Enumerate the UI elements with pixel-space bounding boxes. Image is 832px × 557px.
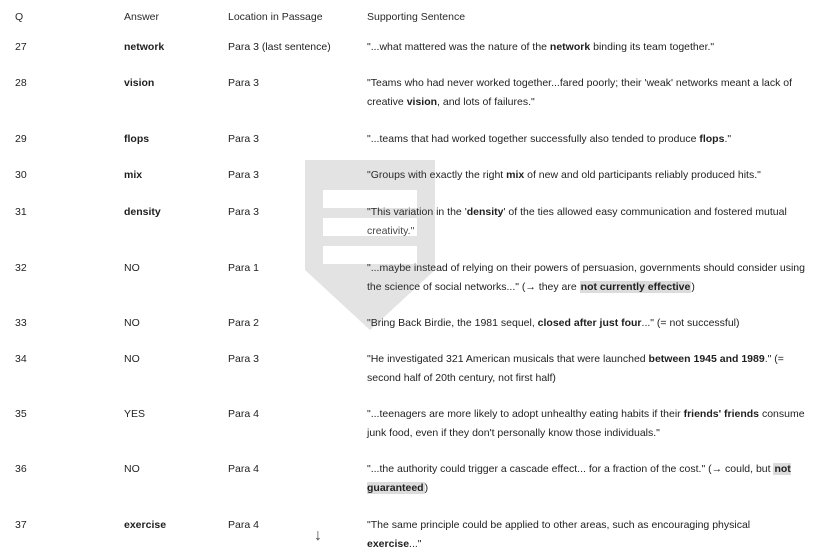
row-answer: NO (124, 353, 140, 365)
row-sentence (367, 74, 807, 112)
row-answer: exercise (124, 519, 167, 531)
row-sentence (367, 405, 807, 443)
sentence-after: ' of the ties allowed easy communication and fostered mutual creativity." (367, 206, 787, 237)
row-q: 36 (15, 463, 27, 475)
row-location: Para 3 (228, 133, 259, 145)
row-answer: NO (124, 262, 140, 274)
sentence-before: "...teams that had worked together successfully also tended to produce (367, 133, 700, 145)
row-location: Para 4 (228, 519, 259, 531)
sentence-after: of new and old participants reliably produced hits." (524, 169, 761, 181)
down-arrow-icon[interactable]: ↓ (314, 527, 322, 544)
row-answer: NO (124, 463, 140, 475)
sentence-key: network (549, 41, 591, 53)
row-sentence (367, 460, 807, 498)
row-answer: vision (124, 77, 155, 89)
row-location: Para 2 (228, 317, 259, 329)
row-sentence (367, 130, 807, 149)
row-answer: mix (124, 169, 143, 181)
sentence-before: "...what mattered was the nature of the (367, 41, 550, 53)
header-supporting: Supporting Sentence (367, 11, 466, 23)
row-answer: YES (124, 408, 146, 420)
sentence-after: , and lots of failures." (437, 96, 535, 108)
row-location: Para 4 (228, 463, 259, 475)
row-sentence (367, 314, 807, 333)
row-sentence (367, 166, 807, 185)
sentence-after: ." (724, 133, 732, 145)
sentence-key: vision (406, 96, 438, 108)
row-q: 32 (15, 262, 27, 274)
sentence-key: density (466, 206, 504, 218)
sentence-key: flops (699, 133, 725, 145)
sentence-before: "Groups with exactly the right (367, 169, 507, 181)
sentence-before: "The same principle could be applied to other areas, such as encouraging physical (367, 519, 751, 531)
row-q: 28 (15, 77, 27, 89)
sentence-after: consume junk food, even if they don't personally know those individuals." (367, 408, 805, 439)
row-sentence (367, 350, 807, 388)
sentence-after: binding its team together." (590, 41, 715, 53)
sentence-key: closed after just four (537, 317, 642, 329)
row-q: 30 (15, 169, 27, 181)
header-q: Q (15, 11, 24, 23)
sentence-before: "...teenagers are more likely to adopt unhealthy eating habits if their (367, 408, 684, 420)
header-location: Location in Passage (228, 11, 323, 23)
row-location: Para 3 (last sentence) (228, 41, 331, 53)
row-location: Para 1 (228, 262, 259, 274)
row-location: Para 3 (228, 77, 259, 89)
header-answer: Answer (124, 11, 160, 23)
table-header (0, 10, 832, 24)
sentence-after: ) (424, 482, 429, 494)
sentence-after: ) (691, 281, 695, 293)
row-answer: NO (124, 317, 140, 329)
row-answer: density (124, 206, 161, 218)
sentence-before: "Bring Back Birdie, the 1981 sequel, (367, 317, 538, 329)
row-sentence (367, 516, 807, 554)
row-location: Para 3 (228, 353, 259, 365)
sentence-key: friends' friends (683, 408, 760, 420)
sentence-key: between 1945 and 1989 (648, 353, 765, 365)
sentence-after: ..." (409, 538, 422, 550)
sentence-before: "...maybe instead of relying on their powers of persuasion, governments should consider using the science of social networks..." (→ they are (367, 262, 805, 293)
sentence-after: ..." (= not successful) (641, 317, 740, 329)
row-sentence (367, 259, 807, 297)
row-q: 31 (15, 206, 27, 218)
row-q: 34 (15, 353, 27, 365)
sentence-before: "This variation in the ' (367, 206, 467, 218)
row-answer: network (124, 41, 165, 53)
sentence-after: ." (= second half of 20th century, not first half) (367, 353, 784, 384)
row-location: Para 3 (228, 169, 259, 181)
sentence-before: "He investigated 321 American musicals that were launched (367, 353, 649, 365)
row-sentence (367, 203, 807, 241)
sentence-before: "Teams who had never worked together...fared poorly; their 'weak' networks meant a lack of creative (367, 77, 793, 108)
sentence-key: mix (506, 169, 525, 181)
row-q: 27 (15, 41, 27, 53)
sentence-key: not currently effective (580, 281, 691, 293)
row-q: 33 (15, 317, 27, 329)
sentence-before: "...the authority could trigger a cascade effect... for a fraction of the cost." (→ could, but (367, 463, 774, 475)
row-q: 37 (15, 519, 27, 531)
sentence-key: exercise (367, 538, 410, 550)
sentence-key: not guaranteed (367, 463, 791, 494)
row-sentence (367, 38, 807, 57)
row-q: 35 (15, 408, 27, 420)
row-location: Para 4 (228, 408, 259, 420)
row-q: 29 (15, 133, 27, 145)
row-answer: flops (124, 133, 150, 145)
row-location: Para 3 (228, 206, 259, 218)
